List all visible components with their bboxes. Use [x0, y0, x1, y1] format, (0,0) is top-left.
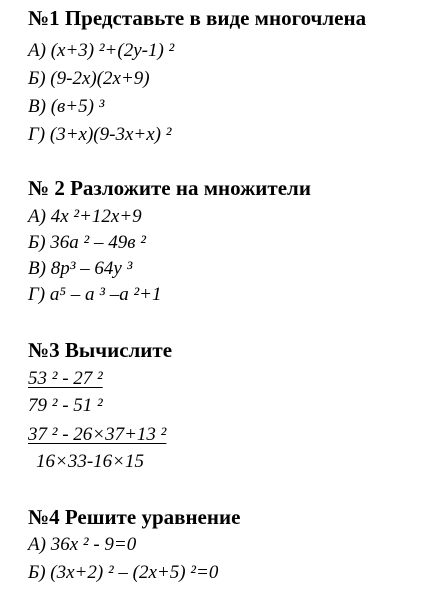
task-2-item-a: [28, 207, 142, 226]
task-1-item-d: [28, 125, 171, 144]
task-1-item-b: [28, 69, 150, 88]
item-label: Г): [28, 124, 46, 145]
task-2-item-d: [28, 285, 161, 304]
item-label: В): [28, 258, 46, 279]
item-expression: 36a ² – 49в ²: [50, 232, 146, 253]
task-4-item-b: [28, 563, 218, 582]
item-label: Б): [28, 68, 46, 89]
fraction-2-denominator: 16×33-16×15: [36, 451, 144, 472]
task-1-heading: №1 Представьте в виде многочлена: [28, 6, 367, 30]
item-label: В): [28, 96, 46, 117]
fraction-2-numerator: 37 ² - 26×37+13 ²: [28, 424, 167, 445]
task-3-heading: №3 Вычислите: [28, 338, 173, 362]
item-label: Г): [28, 284, 46, 305]
task-2-item-b: [28, 233, 146, 252]
task-1-item-a: [28, 41, 174, 60]
item-label: Б): [28, 562, 46, 583]
item-label: А): [28, 40, 46, 61]
task-4-heading: №4 Решите уравнение: [28, 505, 241, 529]
item-label: Б): [28, 232, 46, 253]
item-expression: 4x ²+12x+9: [50, 206, 142, 227]
item-expression: (в+5) ³: [50, 96, 105, 117]
item-expression: (3x+2) ² – (2x+5) ²=0: [50, 562, 219, 583]
task-4-item-a: [28, 535, 136, 554]
item-expression: 36x ² - 9=0: [50, 534, 137, 555]
task-2-heading: № 2 Разложите на множители: [28, 176, 311, 200]
item-expression: (9-2x)(2x+9): [50, 68, 150, 89]
item-expression: 8p³ – 64y ³: [50, 258, 133, 279]
fraction-1-denominator: 79 ² - 51 ²: [28, 395, 103, 416]
item-expression: (x+3) ²+(2y-1) ²: [50, 40, 175, 61]
item-expression: a⁵ – a ³ –a ²+1: [49, 284, 162, 305]
item-label: А): [28, 206, 46, 227]
fraction-1-numerator: 53 ² - 27 ²: [28, 368, 103, 389]
item-expression: (3+x)(9-3x+x) ²: [49, 124, 172, 145]
item-label: А): [28, 534, 46, 555]
task-1-item-c: [28, 97, 104, 116]
task-2-item-c: [28, 259, 132, 278]
